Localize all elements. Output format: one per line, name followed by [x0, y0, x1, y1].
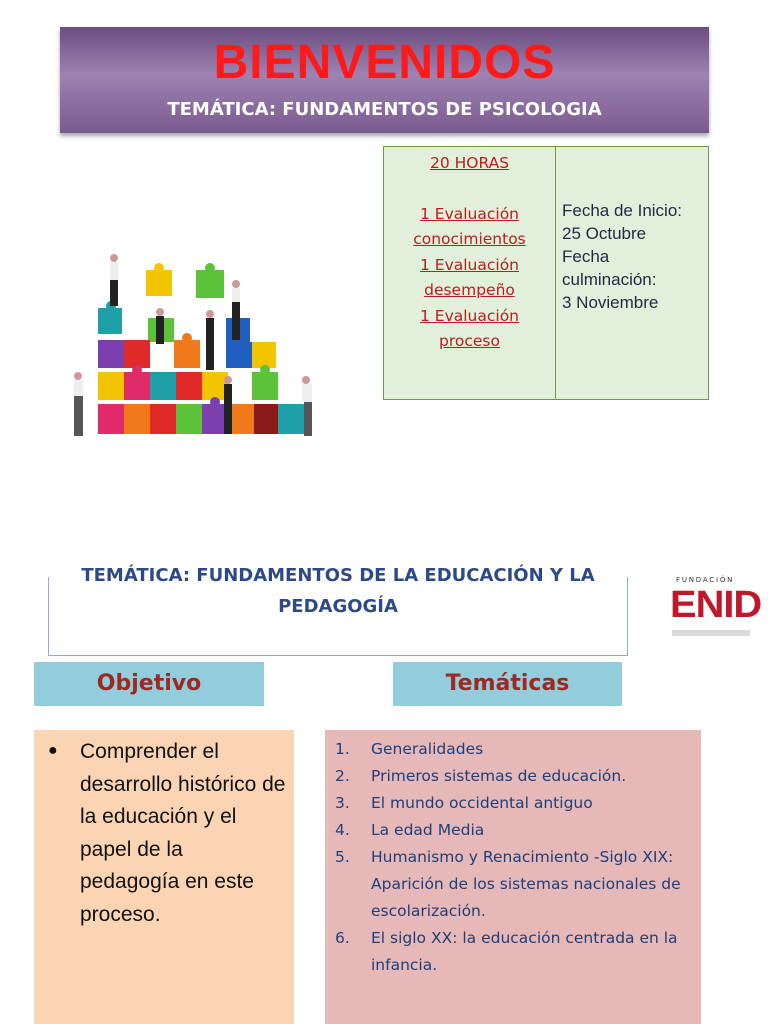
list-item-text: Primeros sistemas de educación.	[371, 767, 627, 785]
logo-enid-text: ENID	[670, 584, 762, 626]
hours-text: 20 HORAS	[429, 154, 510, 172]
puzzle-pieces	[98, 263, 304, 434]
list-item-number: 6.	[335, 929, 350, 947]
list-item-number: 2.	[335, 767, 350, 785]
evaluation-desempeno-line2: desempeño	[424, 281, 515, 299]
list-item	[325, 817, 701, 844]
list-item	[325, 925, 701, 979]
start-label: Fecha de Inicio:	[562, 201, 683, 220]
course-info-table	[383, 146, 709, 400]
list-item	[325, 790, 701, 817]
welcome-banner	[60, 27, 709, 133]
list-item	[325, 736, 701, 763]
banner-title: BIENVENIDOS	[213, 36, 556, 89]
list-item-text: El mundo occidental antiguo	[371, 794, 593, 812]
banner-subtitle: TEMÁTICA: FUNDAMENTOS DE PSICOLOGIA	[167, 99, 602, 120]
evaluation-conocimientos-line2: conocimientos	[413, 230, 526, 248]
tematicas-list	[325, 736, 701, 979]
tematica-title-line1: TEMÁTICA: FUNDAMENTOS DE LA EDUCACIÓN Y LA	[81, 565, 595, 586]
logo-underline	[672, 630, 750, 636]
objetivo-panel	[34, 730, 294, 1024]
tematicas-header: Temáticas	[393, 662, 622, 706]
evaluation-desempeno-line1: 1 Evaluación	[419, 255, 520, 274]
objetivo-text: Comprender el desarrollo histórico de la educación y el papel de la pedagogía en este proceso.	[80, 740, 286, 926]
evaluation-proceso-line1: 1 Evaluación	[419, 306, 520, 325]
evaluation-proceso-line2: proceso	[439, 332, 500, 350]
objetivo-header: Objetivo	[34, 662, 264, 706]
logo-fundacion-text: FUNDACIÓN	[676, 576, 735, 584]
list-item-text: La edad Media	[371, 821, 485, 839]
list-item-text: Humanismo y Renacimiento -Siglo XIX: Aparición de los sistemas nacionales de escolarización.	[371, 848, 681, 920]
list-item-number: 3.	[335, 794, 350, 812]
puzzle-teamwork-illustration	[50, 200, 354, 462]
start-date: 25 Octubre	[562, 224, 647, 243]
end-label-line2: culminación:	[562, 270, 657, 289]
tematica-title-line2: PEDAGOGÍA	[278, 596, 398, 617]
evaluation-conocimientos-line1: 1 Evaluación	[419, 204, 520, 223]
list-item-number: 1.	[335, 740, 350, 758]
list-item	[325, 763, 701, 790]
list-item	[325, 844, 701, 925]
list-item-number: 4.	[335, 821, 350, 839]
bullet-icon: ●	[48, 742, 58, 759]
tematica-title-box	[48, 565, 628, 656]
end-label-line1: Fecha	[562, 247, 610, 266]
list-item-text: Generalidades	[371, 740, 484, 758]
tematicas-panel	[325, 730, 701, 1024]
dates-cell	[556, 147, 708, 399]
list-item-text: El siglo XX: la educación centrada en la infancia.	[371, 929, 678, 974]
list-item-number: 5.	[335, 848, 350, 866]
end-date: 3 Noviembre	[562, 293, 659, 312]
fundacion-enid-logo	[668, 574, 762, 640]
course-load-cell	[384, 147, 556, 399]
